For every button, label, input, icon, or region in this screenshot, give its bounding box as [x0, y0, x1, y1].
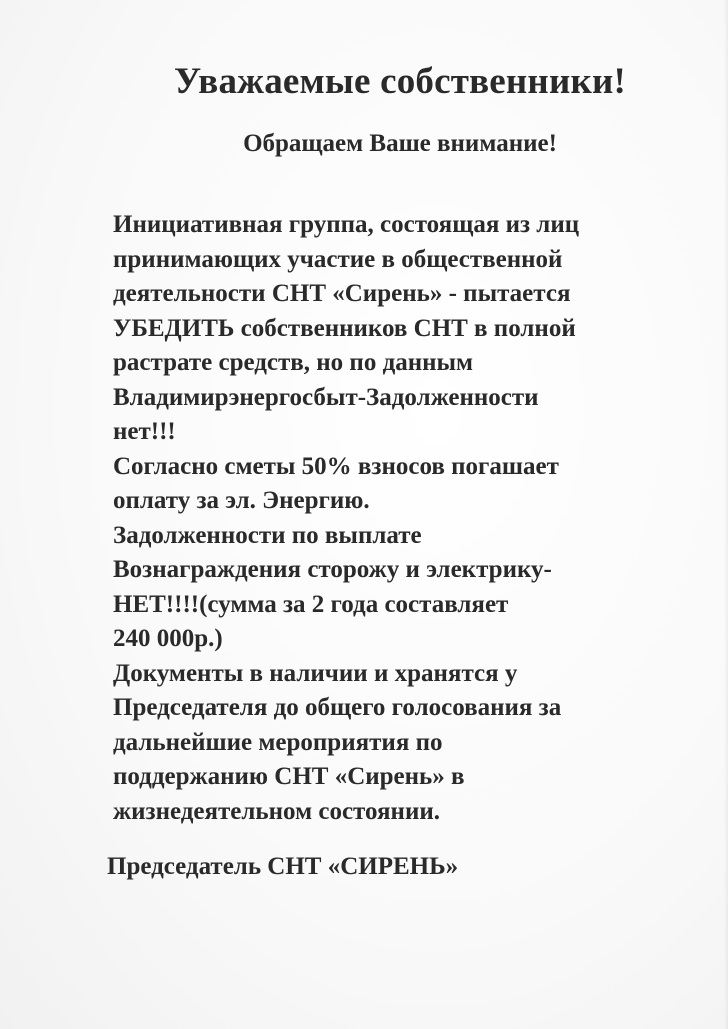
notice-body: [113, 208, 713, 829]
body-line: 240 000р.): [113, 625, 223, 652]
page-title: Уважаемые собственники!: [173, 61, 627, 102]
scan-edge-shadow: [724, 0, 728, 1029]
body-line: принимающих участие в общественной: [113, 245, 563, 273]
body-line: оплату за эл. Энергию.: [113, 487, 370, 514]
body-line: Документы в наличии и хранятся у: [113, 659, 518, 687]
body-line: растрате средств, но по данным: [113, 349, 474, 376]
body-line: жизнедеятельном состоянии.: [113, 797, 441, 825]
body-line: НЕТ!!!!(сумма за 2 года составляет: [113, 590, 509, 618]
body-line: Задолженности по выплате: [113, 521, 422, 549]
page-subtitle: Обращаем Ваше внимание!: [243, 130, 557, 157]
body-line: нет!!!: [113, 418, 176, 445]
body-line: Владимирэнергосбыт-Задолженности: [113, 383, 539, 411]
body-line: Инициативная группа, состоящая из лиц: [113, 211, 580, 238]
body-line: деятельности СНТ «Сирень» - пытается: [113, 280, 571, 307]
body-line: Вознаграждения сторожу и электрику-: [113, 556, 552, 583]
body-line: Согласно сметы 50% взносов погашает: [113, 452, 559, 480]
signature: Председатель СНТ «СИРЕНЬ»: [107, 853, 459, 880]
body-line: дальнейшие мероприятия по: [113, 728, 443, 756]
body-line: поддержанию СНТ «Сирень» в: [113, 763, 465, 790]
body-line: УБЕДИТЬ собственников СНТ в полной: [113, 314, 576, 342]
body-line: Председателя до общего голосования за: [113, 694, 562, 721]
